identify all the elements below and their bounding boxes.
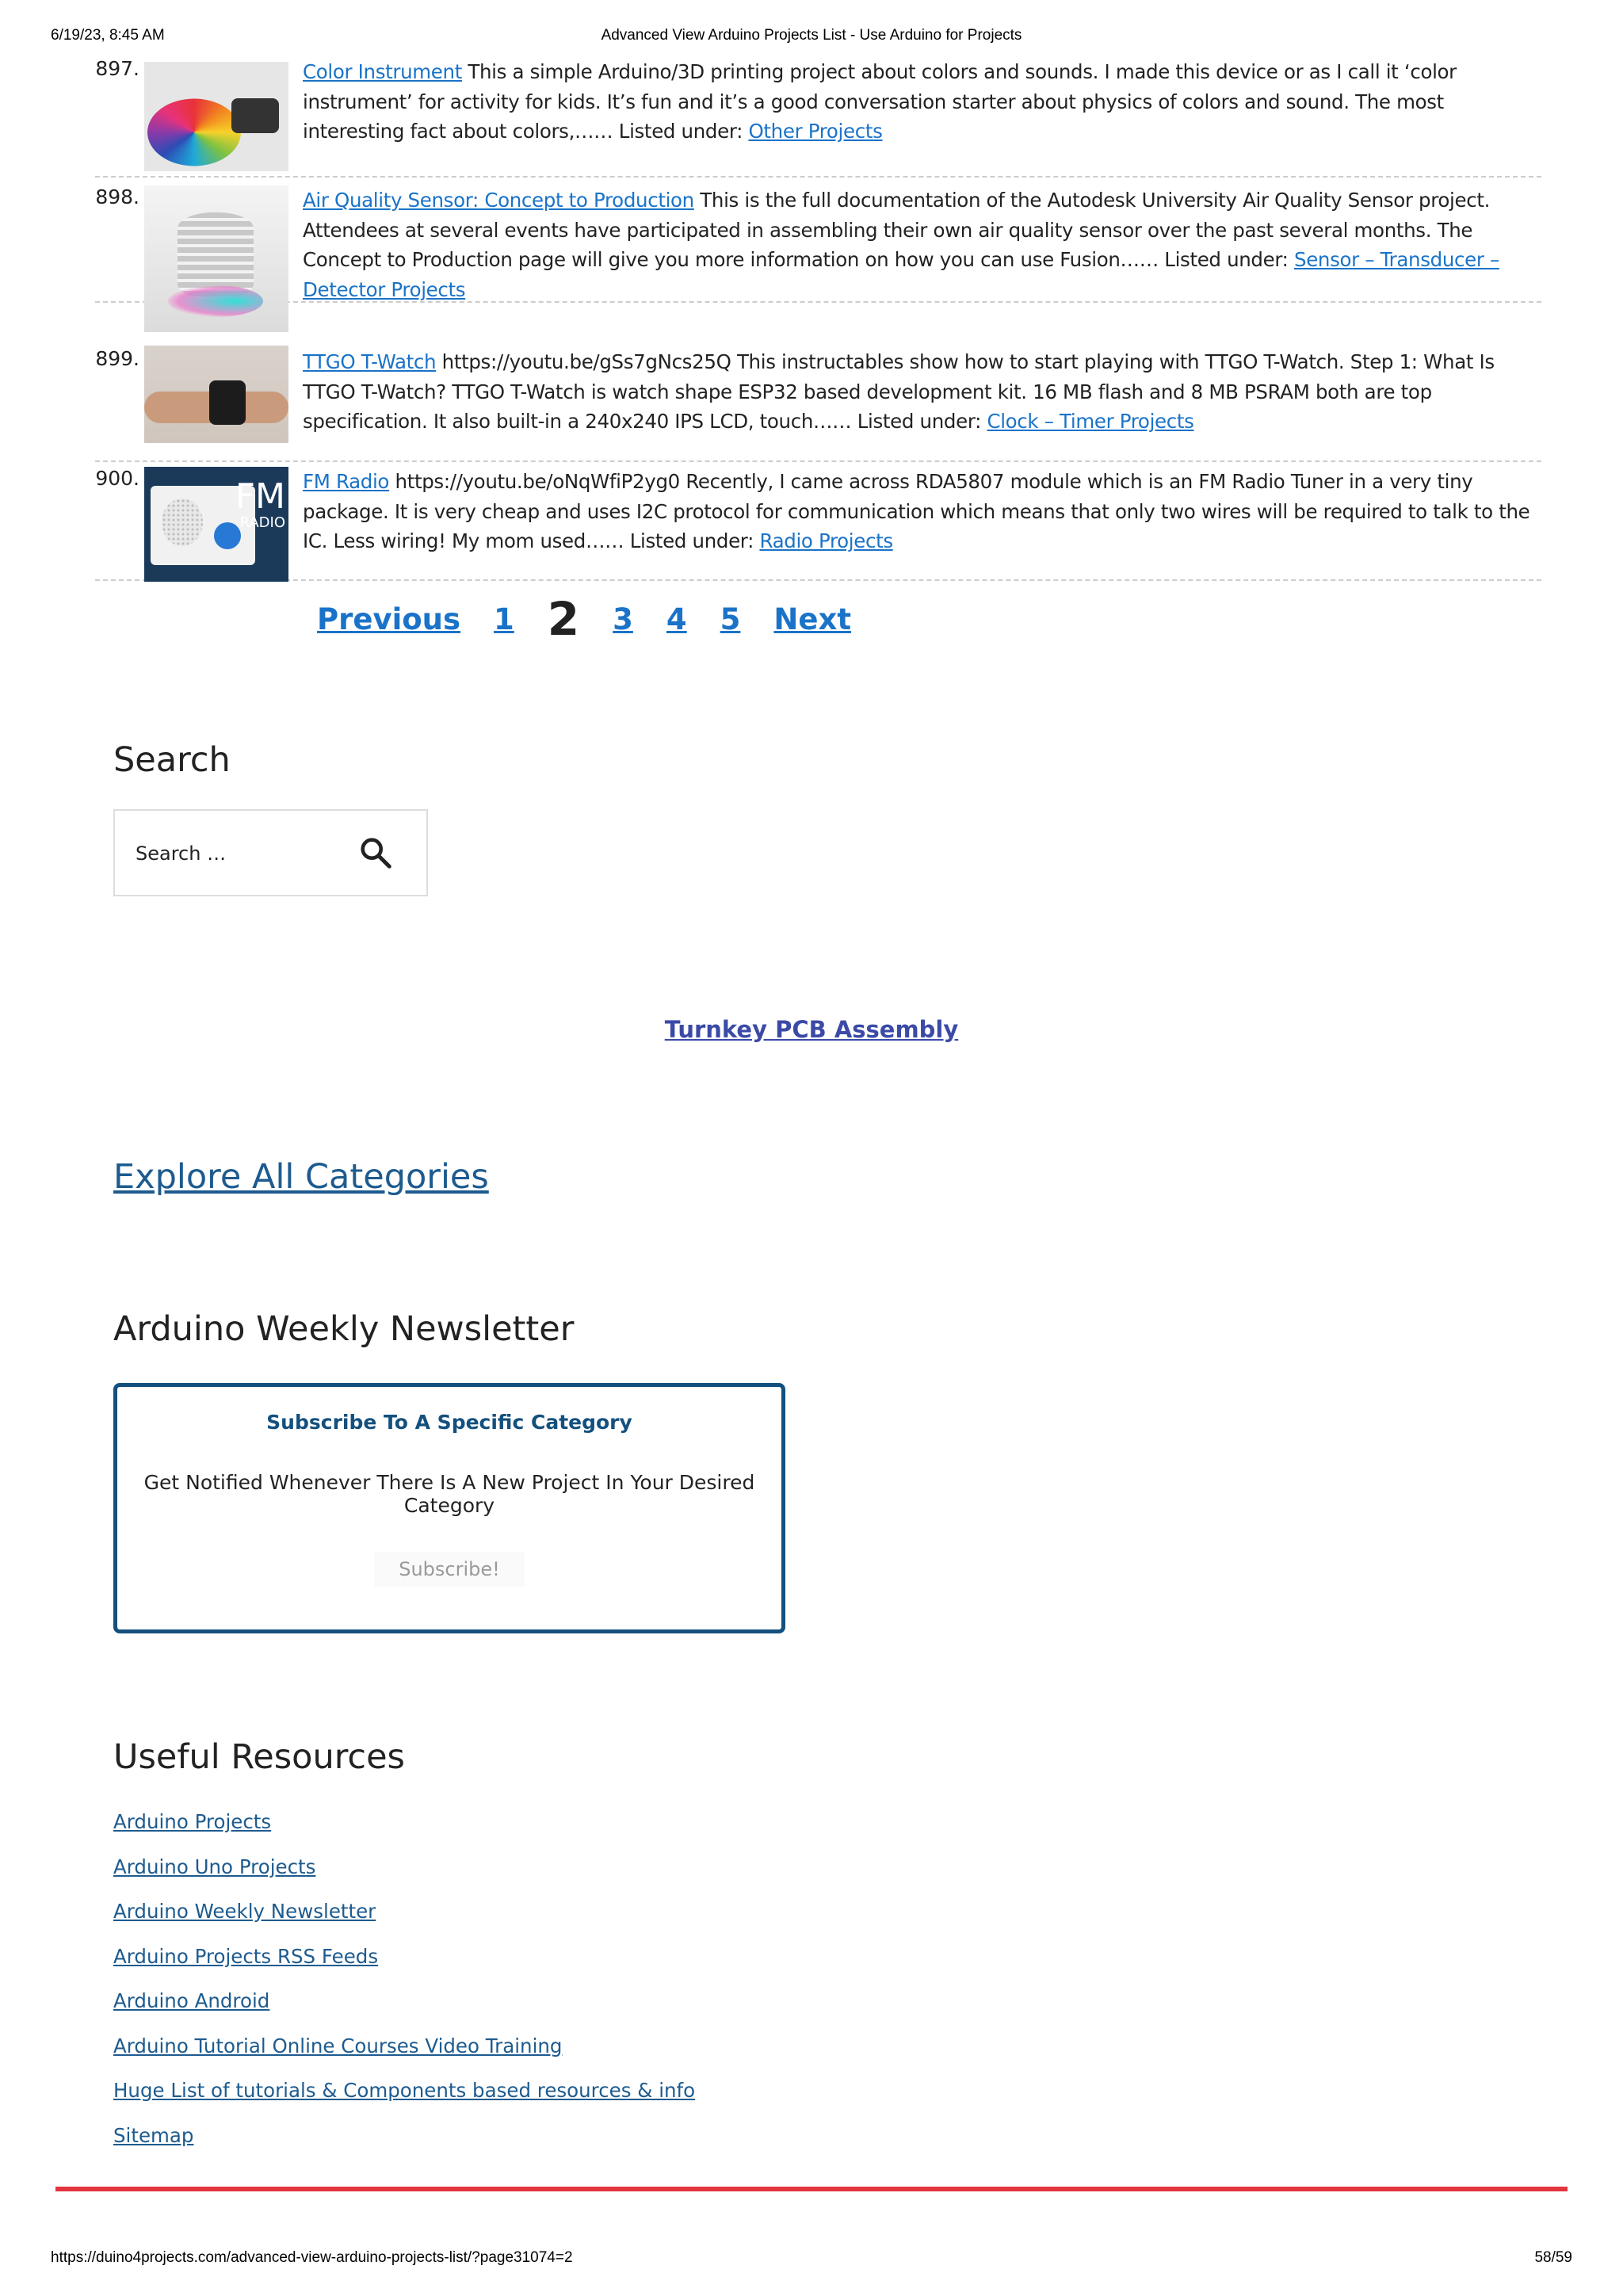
- project-description: https://youtu.be/oNqWfiP2yg0 Recently, I came across RDA5807 module which is an FM Radio Tuner in a very tiny package. It is very cheap and uses I2C protocol for communication which means that only two wires will be required to talk to the IC. Less wiring! My mom used…… Listed under:: [303, 470, 1530, 552]
- search-form: [113, 809, 428, 896]
- resource-link[interactable]: Arduino Uno Projects: [113, 1855, 316, 1878]
- subscribe-button[interactable]: Subscribe!: [374, 1552, 525, 1587]
- project-description: This a simple Arduino/3D printing project about colors and sounds. I made this device or as I call it ‘color instrument’ for activity for kids. It’s fun and it’s a good conversation starter about physics of colors and sound. The most interesting fact about colors,…… Listed under:: [303, 60, 1457, 143]
- resources-heading: Useful Resources: [113, 1737, 405, 1777]
- print-header: [51, 27, 1572, 51]
- speaker-graphic: [162, 499, 203, 546]
- newsletter-heading: Arduino Weekly Newsletter: [113, 1309, 575, 1349]
- project-category-link[interactable]: Radio Projects: [759, 529, 893, 552]
- resource-link[interactable]: Arduino Projects: [113, 1810, 272, 1833]
- pagination: [317, 591, 884, 647]
- project-number: 898.: [95, 185, 139, 208]
- footer-divider: [55, 2187, 1568, 2191]
- resources-list: [113, 1810, 695, 2168]
- watch-graphic: [209, 380, 246, 425]
- print-footer: [51, 2249, 1572, 2273]
- project-item: [95, 462, 1541, 581]
- project-item: [95, 57, 1541, 178]
- project-description: https://youtu.be/gSs7gNcs25Q This instructables show how to start playing with TTGO T-Watch. Step 1: What Is TTGO T-Watch? TTGO T-Watch is watch shape ESP32 based development kit. 16 MB flash and 8 MB PSRAM both are top specification. It also built-in a 240x240 IPS LCD, touch…… Listed under:: [303, 350, 1495, 433]
- project-title-link[interactable]: Color Instrument: [303, 60, 462, 83]
- color-wheel-graphic: [147, 99, 241, 166]
- resource-link[interactable]: Arduino Tutorial Online Courses Video Training: [113, 2034, 563, 2057]
- search-icon[interactable]: [357, 835, 394, 871]
- resource-item: [113, 1989, 695, 2034]
- pagination-page-1[interactable]: 1: [494, 602, 514, 636]
- resource-link[interactable]: Huge List of tutorials & Components based resources & info: [113, 2079, 696, 2102]
- turnkey-pcb-link[interactable]: Turnkey PCB Assembly: [664, 1016, 959, 1043]
- newsletter-box-text: Get Notified Whenever There Is A New Project In Your Desired Category: [143, 1471, 755, 1517]
- project-title-link[interactable]: Air Quality Sensor: Concept to Production: [303, 189, 694, 212]
- print-page-count: 58/59: [1534, 2249, 1572, 2266]
- project-category-link[interactable]: Sensor – Transducer – Detector Projects: [303, 248, 1499, 301]
- project-number: 900.: [95, 467, 139, 490]
- project-item: [95, 303, 1541, 462]
- thumb-radio-text: RADIO: [239, 514, 285, 531]
- thumb-fm-text: FM: [235, 476, 285, 517]
- project-item: [95, 178, 1541, 303]
- pagination-page-4[interactable]: 4: [666, 602, 687, 636]
- project-thumbnail[interactable]: [144, 346, 288, 443]
- project-category-link[interactable]: Other Projects: [748, 120, 883, 143]
- print-datetime: 6/19/23, 8:45 AM: [51, 27, 165, 44]
- search-heading: Search: [113, 740, 231, 780]
- resource-link[interactable]: Arduino Weekly Newsletter: [113, 1900, 376, 1923]
- resource-item: [113, 2034, 695, 2080]
- newsletter-box: [113, 1383, 785, 1633]
- project-category-link[interactable]: Clock – Timer Projects: [987, 410, 1194, 433]
- project-number: 897.: [95, 57, 139, 80]
- explore-all-categories-link[interactable]: Explore All Categories: [113, 1157, 489, 1197]
- pagination-previous[interactable]: Previous: [317, 602, 461, 636]
- turnkey-banner: [0, 1016, 1623, 1043]
- resource-item: [113, 1900, 695, 1945]
- resource-item: [113, 1855, 695, 1901]
- project-body: [303, 462, 1541, 579]
- project-body: [303, 57, 1541, 176]
- knob-graphic: [214, 522, 241, 549]
- pagination-page-3[interactable]: 3: [613, 602, 633, 636]
- project-list: [95, 57, 1541, 581]
- device-graphic: [231, 98, 279, 133]
- print-url: https://duino4projects.com/advanced-view-arduino-projects-list/?page31074=2: [51, 2249, 573, 2266]
- project-description: This is the full documentation of the Autodesk University Air Quality Sensor project. Attendees at several events have participated in assembling their own air quality sensor over the past several months. The Concept to Production page will give you more information on how you can use Fusion…… Listed under:: [303, 189, 1491, 271]
- pagination-current-page: 2: [547, 592, 580, 646]
- pagination-next[interactable]: Next: [773, 602, 852, 636]
- resource-item: [113, 1945, 695, 1990]
- pagination-page-5[interactable]: 5: [720, 602, 741, 636]
- newsletter-box-title: Subscribe To A Specific Category: [266, 1411, 632, 1434]
- project-body: [303, 303, 1541, 460]
- resource-link[interactable]: Arduino Android: [113, 1989, 270, 2012]
- project-number: 899.: [95, 347, 139, 370]
- print-page-title: Advanced View Arduino Projects List - Use Arduino for Projects: [601, 27, 1022, 44]
- resource-link[interactable]: Sitemap: [113, 2123, 194, 2147]
- resource-item: [113, 1810, 695, 1855]
- project-title-link[interactable]: TTGO T-Watch: [303, 350, 437, 373]
- resource-item: [113, 2124, 695, 2169]
- project-thumbnail[interactable]: [144, 62, 288, 171]
- project-title-link[interactable]: FM Radio: [303, 470, 390, 493]
- search-input[interactable]: [136, 838, 334, 869]
- resource-item: [113, 2079, 695, 2124]
- explore-categories: [113, 1157, 489, 1197]
- project-body: [303, 178, 1541, 301]
- project-thumbnail[interactable]: [144, 467, 288, 582]
- resource-link[interactable]: Arduino Projects RSS Feeds: [113, 1944, 379, 1968]
